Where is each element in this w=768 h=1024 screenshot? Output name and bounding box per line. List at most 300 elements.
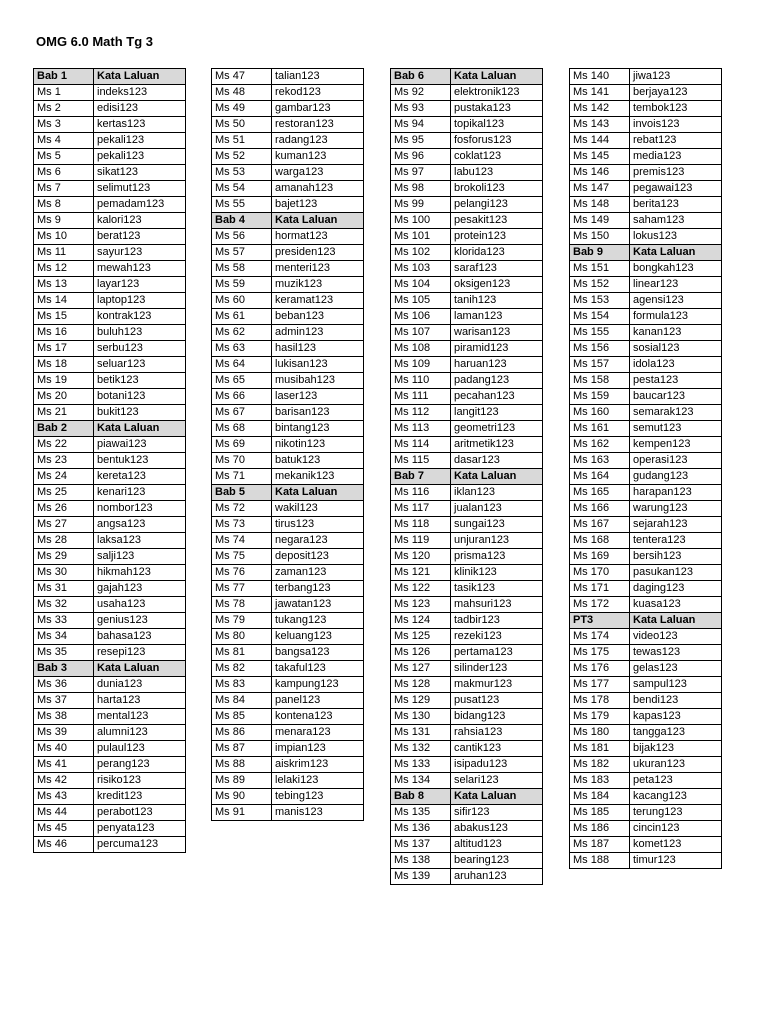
chapter-label: PT3	[570, 613, 630, 629]
password-cell: tangga123	[630, 725, 722, 741]
page-label: Ms 93	[391, 101, 451, 117]
table-row	[34, 693, 186, 709]
page-label: Ms 59	[212, 277, 272, 293]
page-label: Ms 167	[570, 517, 630, 533]
chapter-label: Bab 5	[212, 485, 272, 501]
table-row	[391, 693, 543, 709]
table-row	[212, 101, 364, 117]
table-row	[570, 533, 722, 549]
table-row	[570, 565, 722, 581]
password-cell: pemadam123	[94, 197, 186, 213]
page-label: Ms 76	[212, 565, 272, 581]
password-cell: negara123	[272, 533, 364, 549]
page-label: Ms 11	[34, 245, 94, 261]
table-row	[34, 245, 186, 261]
page-label: Ms 143	[570, 117, 630, 133]
password-cell: bongkah123	[630, 261, 722, 277]
page-label: Ms 163	[570, 453, 630, 469]
table-row	[570, 373, 722, 389]
page-label: Ms 48	[212, 85, 272, 101]
table-row	[391, 597, 543, 613]
column-header-password: Kata Laluan	[94, 69, 186, 85]
password-cell: agensi123	[630, 293, 722, 309]
password-cell: pesakit123	[451, 213, 543, 229]
table-row	[391, 501, 543, 517]
page-label: Ms 180	[570, 725, 630, 741]
page-label: Ms 60	[212, 293, 272, 309]
page-label: Ms 1	[34, 85, 94, 101]
page-label: Ms 148	[570, 197, 630, 213]
table-row	[212, 565, 364, 581]
password-table-4	[569, 68, 722, 869]
page-label: Ms 125	[391, 629, 451, 645]
password-cell: tasik123	[451, 581, 543, 597]
password-cell: bajet123	[272, 197, 364, 213]
table-row	[34, 677, 186, 693]
table-row	[34, 357, 186, 373]
page-label: Ms 25	[34, 485, 94, 501]
page-label: Ms 51	[212, 133, 272, 149]
table-row	[34, 629, 186, 645]
table-row	[391, 437, 543, 453]
page-label: Ms 137	[391, 837, 451, 853]
password-cell: jiwa123	[630, 69, 722, 85]
password-cell: kapas123	[630, 709, 722, 725]
password-cell: pekali123	[94, 133, 186, 149]
table-row	[34, 517, 186, 533]
page-label: Ms 139	[391, 869, 451, 885]
password-cell: silinder123	[451, 661, 543, 677]
section-header-row	[34, 421, 186, 437]
page-label: Ms 9	[34, 213, 94, 229]
table-row	[212, 133, 364, 149]
section-header-row	[391, 789, 543, 805]
password-cell: labu123	[451, 165, 543, 181]
password-cell: klinik123	[451, 565, 543, 581]
table-row	[391, 389, 543, 405]
page-label: Ms 70	[212, 453, 272, 469]
page-label: Ms 10	[34, 229, 94, 245]
chapter-label: Bab 1	[34, 69, 94, 85]
table-row	[212, 229, 364, 245]
table-row	[391, 853, 543, 869]
password-cell: seluar123	[94, 357, 186, 373]
table-row	[570, 485, 722, 501]
table-row	[212, 805, 364, 821]
page-label: Ms 176	[570, 661, 630, 677]
page-label: Ms 103	[391, 261, 451, 277]
table-row	[570, 101, 722, 117]
table-row	[212, 69, 364, 85]
page-label: Ms 3	[34, 117, 94, 133]
page-label: Ms 57	[212, 245, 272, 261]
page-label: Ms 58	[212, 261, 272, 277]
table-row	[570, 69, 722, 85]
password-cell: betik123	[94, 373, 186, 389]
page-label: Ms 62	[212, 325, 272, 341]
password-cell: tadbir123	[451, 613, 543, 629]
table-row	[570, 277, 722, 293]
table-row	[212, 741, 364, 757]
page-label: Ms 66	[212, 389, 272, 405]
page-label: Ms 102	[391, 245, 451, 261]
table-row	[570, 469, 722, 485]
table-row	[391, 165, 543, 181]
password-cell: usaha123	[94, 597, 186, 613]
page-label: Ms 115	[391, 453, 451, 469]
page-label: Ms 149	[570, 213, 630, 229]
page-label: Ms 186	[570, 821, 630, 837]
table-row	[212, 469, 364, 485]
password-cell: sifir123	[451, 805, 543, 821]
page-label: Ms 129	[391, 693, 451, 709]
password-cell: penyata123	[94, 821, 186, 837]
table-row	[570, 725, 722, 741]
chapter-label: Bab 3	[34, 661, 94, 677]
password-cell: elektronik123	[451, 85, 543, 101]
password-cell: terbang123	[272, 581, 364, 597]
page-label: Ms 147	[570, 181, 630, 197]
column-header-password: Kata Laluan	[451, 469, 543, 485]
page-label: Ms 53	[212, 165, 272, 181]
password-cell: kuasa123	[630, 597, 722, 613]
page-label: Ms 140	[570, 69, 630, 85]
password-cell: ukuran123	[630, 757, 722, 773]
password-cell: mekanik123	[272, 469, 364, 485]
password-cell: lokus123	[630, 229, 722, 245]
password-cell: kontena123	[272, 709, 364, 725]
page-label: Ms 107	[391, 325, 451, 341]
page-label: Ms 130	[391, 709, 451, 725]
table-row	[570, 693, 722, 709]
password-cell: tanih123	[451, 293, 543, 309]
page-label: Ms 73	[212, 517, 272, 533]
page-label: Ms 80	[212, 629, 272, 645]
page-label: Ms 22	[34, 437, 94, 453]
password-cell: pecahan123	[451, 389, 543, 405]
page-label: Ms 154	[570, 309, 630, 325]
table-row	[391, 277, 543, 293]
password-cell: salji123	[94, 549, 186, 565]
table-row	[570, 597, 722, 613]
page-label: Ms 111	[391, 389, 451, 405]
password-cell: makmur123	[451, 677, 543, 693]
page-label: Ms 38	[34, 709, 94, 725]
table-row	[212, 293, 364, 309]
page-label: Ms 112	[391, 405, 451, 421]
page-label: Ms 117	[391, 501, 451, 517]
password-cell: abakus123	[451, 821, 543, 837]
table-row	[391, 245, 543, 261]
password-cell: bijak123	[630, 741, 722, 757]
table-row	[212, 197, 364, 213]
password-cell: perabot123	[94, 805, 186, 821]
password-cell: brokoli123	[451, 181, 543, 197]
table-row	[212, 693, 364, 709]
table-row	[570, 709, 722, 725]
page-label: Ms 94	[391, 117, 451, 133]
table-row	[34, 389, 186, 405]
table-row	[34, 293, 186, 309]
table-row	[570, 133, 722, 149]
password-cell: hormat123	[272, 229, 364, 245]
password-cell: topikal123	[451, 117, 543, 133]
password-cell: laksa123	[94, 533, 186, 549]
page-label: Ms 151	[570, 261, 630, 277]
page-label: Ms 175	[570, 645, 630, 661]
page-label: Ms 181	[570, 741, 630, 757]
password-cell: coklat123	[451, 149, 543, 165]
table-row	[212, 757, 364, 773]
page-label: Ms 109	[391, 357, 451, 373]
table-row	[212, 437, 364, 453]
password-cell: pelangi123	[451, 197, 543, 213]
table-row	[212, 149, 364, 165]
table-row	[391, 645, 543, 661]
table-row	[570, 117, 722, 133]
table-row	[391, 309, 543, 325]
table-row	[212, 453, 364, 469]
password-cell: resepi123	[94, 645, 186, 661]
password-cell: gambar123	[272, 101, 364, 117]
password-cell: bendi123	[630, 693, 722, 709]
password-cell: sejarah123	[630, 517, 722, 533]
chapter-label: Bab 9	[570, 245, 630, 261]
password-cell: angsa123	[94, 517, 186, 533]
page-label: Ms 84	[212, 693, 272, 709]
page-label: Ms 172	[570, 597, 630, 613]
table-row	[34, 101, 186, 117]
password-cell: bersih123	[630, 549, 722, 565]
table-row	[212, 325, 364, 341]
password-cell: risiko123	[94, 773, 186, 789]
password-cell: pesta123	[630, 373, 722, 389]
page-label: Ms 74	[212, 533, 272, 549]
table-row	[570, 821, 722, 837]
page-label: Ms 55	[212, 197, 272, 213]
password-cell: batuk123	[272, 453, 364, 469]
page-label: Ms 142	[570, 101, 630, 117]
page-label: Ms 164	[570, 469, 630, 485]
table-row	[212, 709, 364, 725]
chapter-label: Bab 4	[212, 213, 272, 229]
password-cell: langit123	[451, 405, 543, 421]
table-row	[391, 85, 543, 101]
table-row	[212, 181, 364, 197]
page-label: Ms 150	[570, 229, 630, 245]
page-label: Ms 6	[34, 165, 94, 181]
password-cell: pulaul123	[94, 741, 186, 757]
table-row	[212, 773, 364, 789]
table-row	[34, 405, 186, 421]
table-row	[212, 373, 364, 389]
password-table-1	[33, 68, 186, 853]
page-label: Ms 36	[34, 677, 94, 693]
table-row	[570, 149, 722, 165]
password-cell: fosforus123	[451, 133, 543, 149]
password-cell: bangsa123	[272, 645, 364, 661]
page-label: Ms 75	[212, 549, 272, 565]
password-cell: presiden123	[272, 245, 364, 261]
password-cell: muzik123	[272, 277, 364, 293]
password-cell: botani123	[94, 389, 186, 405]
password-cell: prisma123	[451, 549, 543, 565]
page-label: Ms 105	[391, 293, 451, 309]
table-row	[391, 709, 543, 725]
password-cell: dasar123	[451, 453, 543, 469]
page-label: Ms 122	[391, 581, 451, 597]
page-label: Ms 72	[212, 501, 272, 517]
page-label: Ms 106	[391, 309, 451, 325]
section-header-row	[391, 69, 543, 85]
table-row	[570, 357, 722, 373]
password-cell: beban123	[272, 309, 364, 325]
password-cell: laser123	[272, 389, 364, 405]
table-row	[570, 261, 722, 277]
table-row	[34, 837, 186, 853]
page-label: Ms 39	[34, 725, 94, 741]
table-row	[212, 725, 364, 741]
table-row	[34, 741, 186, 757]
table-row	[212, 661, 364, 677]
page-label: Ms 155	[570, 325, 630, 341]
password-cell: radang123	[272, 133, 364, 149]
table-row	[570, 773, 722, 789]
page-label: Ms 179	[570, 709, 630, 725]
table-row	[212, 341, 364, 357]
table-row	[570, 453, 722, 469]
table-row	[212, 277, 364, 293]
page-label: Ms 182	[570, 757, 630, 773]
password-cell: oksigen123	[451, 277, 543, 293]
page-label: Ms 15	[34, 309, 94, 325]
table-row	[34, 261, 186, 277]
password-cell: indeks123	[94, 85, 186, 101]
page-label: Ms 83	[212, 677, 272, 693]
column-header-password: Kata Laluan	[630, 245, 722, 261]
password-cell: alumni123	[94, 725, 186, 741]
password-cell: selimut123	[94, 181, 186, 197]
chapter-label: Bab 8	[391, 789, 451, 805]
page-label: Ms 52	[212, 149, 272, 165]
password-cell: rezeki123	[451, 629, 543, 645]
table-row	[391, 869, 543, 885]
password-cell: keramat123	[272, 293, 364, 309]
page-label: Ms 28	[34, 533, 94, 549]
page-label: Ms 24	[34, 469, 94, 485]
page-label: Ms 96	[391, 149, 451, 165]
password-cell: tukang123	[272, 613, 364, 629]
table-row	[34, 501, 186, 517]
password-cell: formula123	[630, 309, 722, 325]
table-row	[570, 181, 722, 197]
password-cell: bintang123	[272, 421, 364, 437]
password-cell: bukit123	[94, 405, 186, 421]
page-label: Ms 56	[212, 229, 272, 245]
table-row	[212, 357, 364, 373]
page-label: Ms 97	[391, 165, 451, 181]
page-label: Ms 89	[212, 773, 272, 789]
password-cell: laptop123	[94, 293, 186, 309]
section-header-row	[34, 69, 186, 85]
section-header-row	[570, 245, 722, 261]
page-label: Ms 114	[391, 437, 451, 453]
table-row	[212, 789, 364, 805]
password-cell: hasil123	[272, 341, 364, 357]
password-cell: menara123	[272, 725, 364, 741]
page-label: Ms 104	[391, 277, 451, 293]
table-row	[212, 245, 364, 261]
password-cell: warga123	[272, 165, 364, 181]
page-label: Ms 126	[391, 645, 451, 661]
page-label: Ms 165	[570, 485, 630, 501]
password-cell: lukisan123	[272, 357, 364, 373]
table-row	[391, 533, 543, 549]
section-header-row	[391, 469, 543, 485]
page-label: Ms 168	[570, 533, 630, 549]
password-cell: pertama123	[451, 645, 543, 661]
page-label: Ms 16	[34, 325, 94, 341]
page-label: Ms 77	[212, 581, 272, 597]
password-cell: operasi123	[630, 453, 722, 469]
page-label: Ms 184	[570, 789, 630, 805]
table-row	[34, 437, 186, 453]
page-label: Ms 32	[34, 597, 94, 613]
password-cell: saham123	[630, 213, 722, 229]
table-row	[34, 581, 186, 597]
page-label: Ms 187	[570, 837, 630, 853]
table-row	[212, 613, 364, 629]
table-row	[34, 373, 186, 389]
page-label: Ms 44	[34, 805, 94, 821]
column-header-password: Kata Laluan	[94, 661, 186, 677]
page-label: Ms 30	[34, 565, 94, 581]
table-row	[34, 277, 186, 293]
password-cell: hikmah123	[94, 565, 186, 581]
table-row	[34, 565, 186, 581]
document-title: OMG 6.0 Math Tg 3	[36, 34, 154, 49]
password-cell: timur123	[630, 853, 722, 869]
table-row	[391, 725, 543, 741]
page-label: Ms 65	[212, 373, 272, 389]
table-row	[391, 261, 543, 277]
table-row	[391, 773, 543, 789]
table-row	[570, 757, 722, 773]
page-label: Ms 71	[212, 469, 272, 485]
password-cell: amanah123	[272, 181, 364, 197]
table-row	[212, 677, 364, 693]
page-label: Ms 88	[212, 757, 272, 773]
page-label: Ms 17	[34, 341, 94, 357]
page-label: Ms 118	[391, 517, 451, 533]
table-row	[570, 213, 722, 229]
password-cell: baucar123	[630, 389, 722, 405]
page-label: Ms 146	[570, 165, 630, 181]
password-cell: iklan123	[451, 485, 543, 501]
table-row	[570, 853, 722, 869]
password-cell: warung123	[630, 501, 722, 517]
table-row	[570, 309, 722, 325]
page-label: Ms 119	[391, 533, 451, 549]
table-row	[212, 85, 364, 101]
password-cell: aiskrim123	[272, 757, 364, 773]
table-row	[34, 645, 186, 661]
page-label: Ms 23	[34, 453, 94, 469]
password-cell: percuma123	[94, 837, 186, 853]
page-label: Ms 41	[34, 757, 94, 773]
page-label: Ms 132	[391, 741, 451, 757]
chapter-label: Bab 7	[391, 469, 451, 485]
